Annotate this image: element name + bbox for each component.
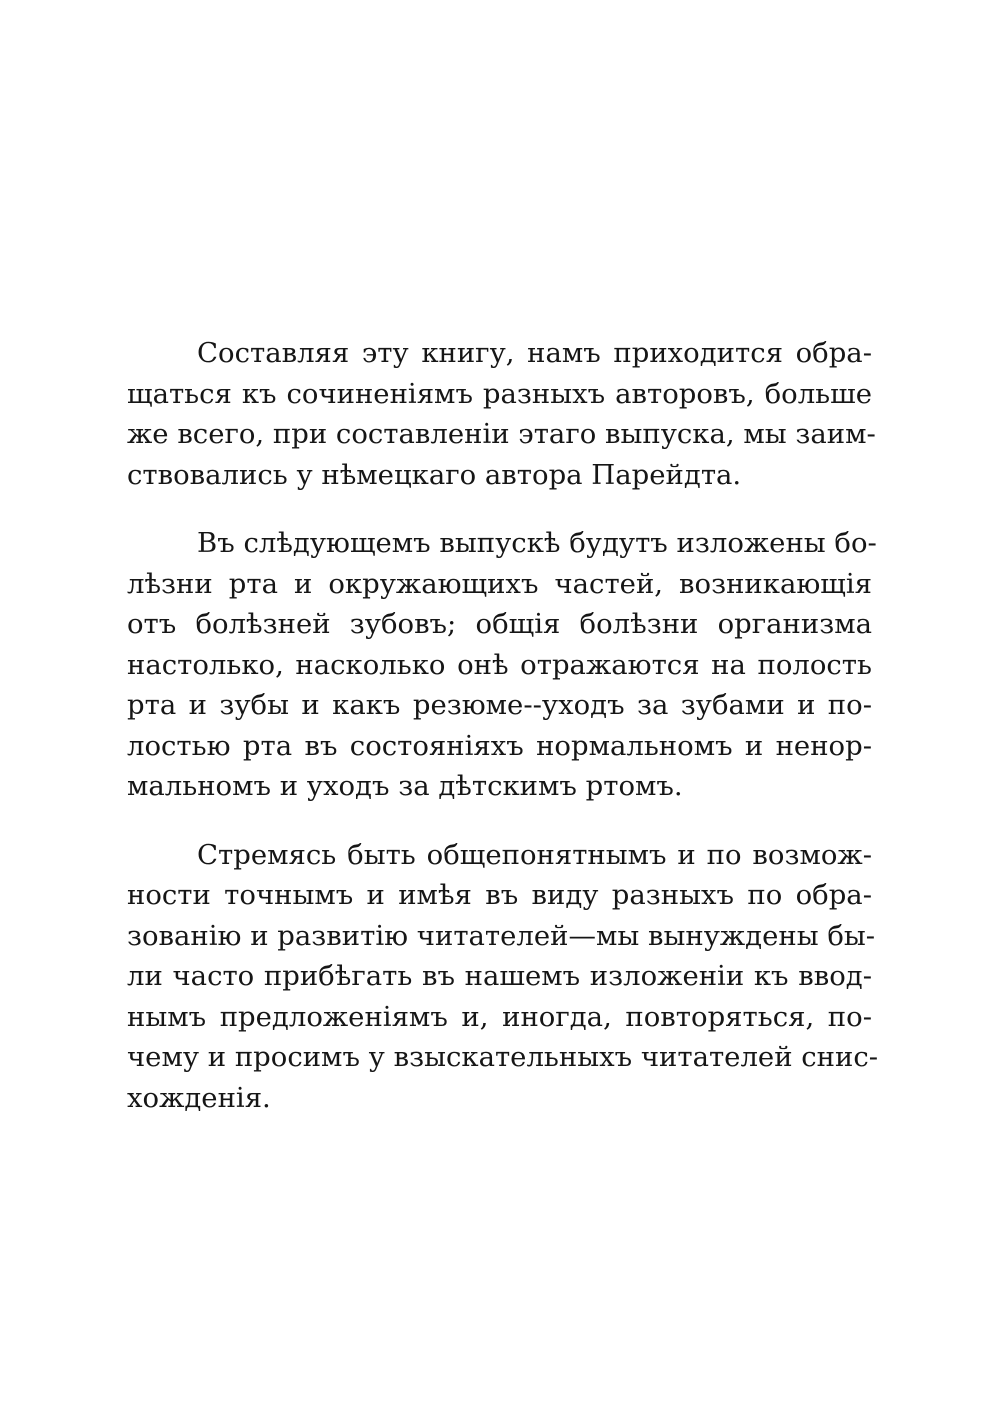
paragraph-1 [127,333,876,495]
text-line: нымъ предложеніямъ и, иногда, повторяться, по- [127,1000,872,1033]
paragraph-3 [127,835,879,1119]
text-line: Стремясь быть общепонятнымъ и по возмож- [197,838,872,871]
text-line: ности точнымъ и имѣя въ виду разныхъ по обра- [127,879,872,911]
text-line: настолько, насколько онѣ отражаются на полость [127,648,872,681]
text-line: лостью рта въ состояніяхъ нормальномъ и ненор- [127,729,872,762]
text-line: рта и зубы и какъ резюме--уходъ за зубами и по- [127,689,872,721]
text-line: лѣзни рта и окружающихъ частей, возникающія [127,567,872,600]
text-line: отъ болѣзней зубовъ; общія болѣзни организма [127,608,872,640]
paragraph-2 [127,523,877,807]
text-line: чему и просимъ у взыскательныхъ читателей снис- [127,1041,879,1073]
text-line: Въ слѣдующемъ выпускѣ будутъ изложены бо- [197,527,877,559]
text-line: щаться къ сочиненіямъ разныхъ авторовъ, больше [127,377,872,410]
text-line: зованію и развитію читателей—мы вынуждены бы- [127,919,876,952]
text-line: Составляя эту книгу, намъ приходится обра- [197,337,872,369]
text-line: мальномъ и уходъ за дѣтскимъ ртомъ. [127,770,683,802]
text-line: хожденія. [127,1081,271,1114]
preface-text [127,333,879,1146]
text-line: ли часто прибѣгать въ нашемъ изложеніи къ ввод- [127,960,872,992]
text-line: ствовались у нѣмецкаго автора Парейдта. [127,458,742,491]
text-line: же всего, при составленіи этаго выпуска, мы заим- [127,418,876,450]
